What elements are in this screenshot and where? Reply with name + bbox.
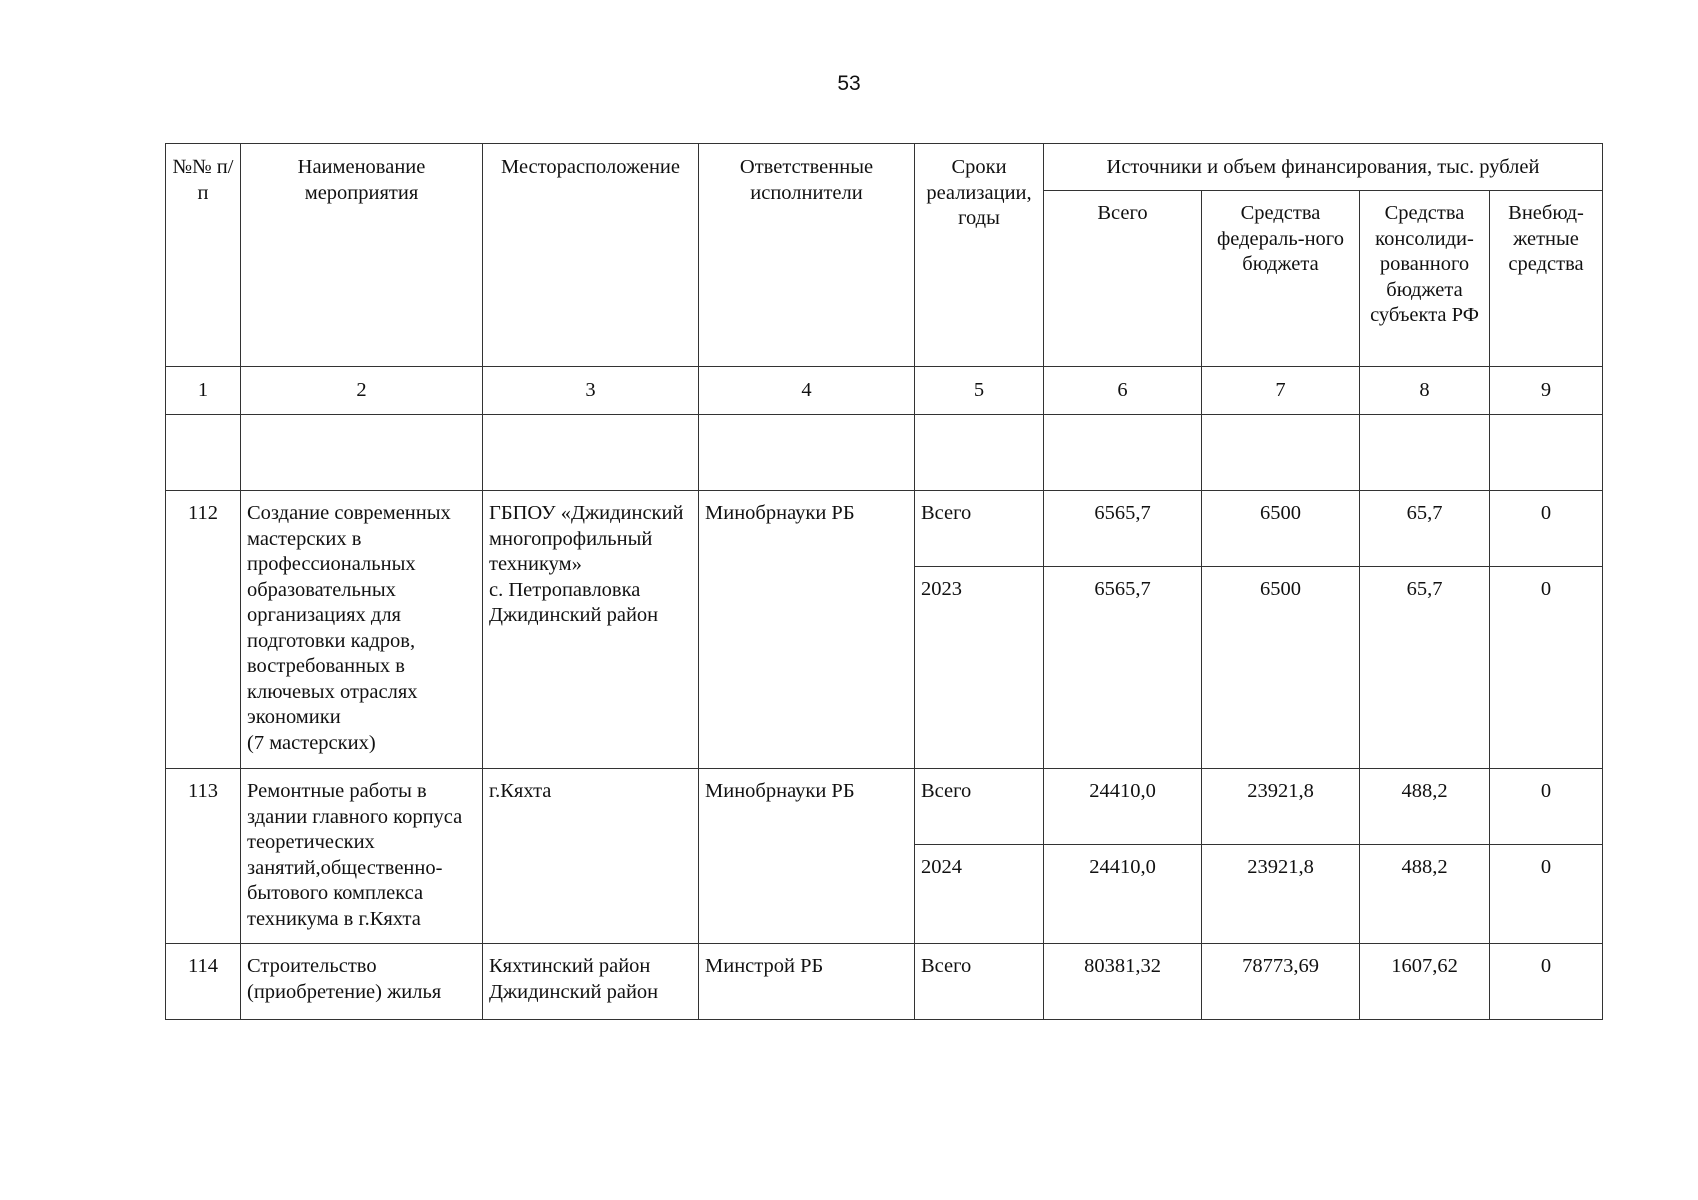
col-number: 8 [1360,367,1490,415]
header-regional: Средства консолиди-рованного бюджета субъекта РФ [1360,191,1490,367]
regional-value: 488,2 [1360,769,1490,845]
col-number: 3 [483,367,699,415]
term: 2024 [915,845,1044,944]
extra-value: 0 [1490,567,1603,769]
term: Всего [915,491,1044,567]
executor: Минобрнауки РБ [699,769,915,944]
col-number: 7 [1202,367,1360,415]
term: Всего [915,769,1044,845]
regional-value: 65,7 [1360,567,1490,769]
row-number: 113 [166,769,241,944]
table-row [166,769,1603,845]
executor: Минстрой РБ [699,944,915,1020]
header-name: Наименование мероприятия [241,144,483,367]
col-number: 6 [1044,367,1202,415]
header-federal: Средства федераль-ного бюджета [1202,191,1360,367]
activity-name: Создание современных мастерских в профессиональных образовательных организациях для подготовки кадров, востребованных в ключевых отраслях экономики (7 мастерских) [241,491,483,769]
total-value: 80381,32 [1044,944,1202,1020]
activity-name: Ремонтные работы в здании главного корпуса теоретических занятий,общественно-бытового комплекса техникума в г.Кяхта [241,769,483,944]
term: Всего [915,944,1044,1020]
column-number-row [166,367,1603,415]
total-value: 6565,7 [1044,567,1202,769]
header-terms: Сроки реализации, годы [915,144,1044,367]
row-number: 114 [166,944,241,1020]
header-executors: Ответственные исполнители [699,144,915,367]
total-value: 6565,7 [1044,491,1202,567]
header-location: Месторасположение [483,144,699,367]
extra-value: 0 [1490,769,1603,845]
table-row [166,491,1603,567]
location: ГБПОУ «Джидинский многопрофильный техникум» с. Петропавловка Джидинский район [483,491,699,769]
table-row [166,944,1603,1020]
page-number: 53 [837,72,861,95]
federal-value: 23921,8 [1202,845,1360,944]
header-num: №№ п/п [166,144,241,367]
location: г.Кяхта [483,769,699,944]
federal-value: 78773,69 [1202,944,1360,1020]
federal-value: 6500 [1202,491,1360,567]
col-number: 2 [241,367,483,415]
regional-value: 488,2 [1360,845,1490,944]
header-total: Всего [1044,191,1202,367]
regional-value: 65,7 [1360,491,1490,567]
financing-table [165,143,1603,1020]
header-extra: Внебюд-жетные средства [1490,191,1603,367]
header-row [166,144,1603,191]
total-value: 24410,0 [1044,769,1202,845]
extra-value: 0 [1490,491,1603,567]
header-sources: Источники и объем финансирования, тыс. рублей [1044,144,1603,191]
col-number: 1 [166,367,241,415]
executor: Минобрнауки РБ [699,491,915,769]
extra-value: 0 [1490,944,1603,1020]
federal-value: 23921,8 [1202,769,1360,845]
row-number: 112 [166,491,241,769]
col-number: 9 [1490,367,1603,415]
term: 2023 [915,567,1044,769]
location: Кяхтинский район Джидинский район [483,944,699,1020]
empty-row [166,415,1603,491]
federal-value: 6500 [1202,567,1360,769]
activity-name: Строительство (приобретение) жилья [241,944,483,1020]
regional-value: 1607,62 [1360,944,1490,1020]
col-number: 4 [699,367,915,415]
total-value: 24410,0 [1044,845,1202,944]
col-number: 5 [915,367,1044,415]
extra-value: 0 [1490,845,1603,944]
